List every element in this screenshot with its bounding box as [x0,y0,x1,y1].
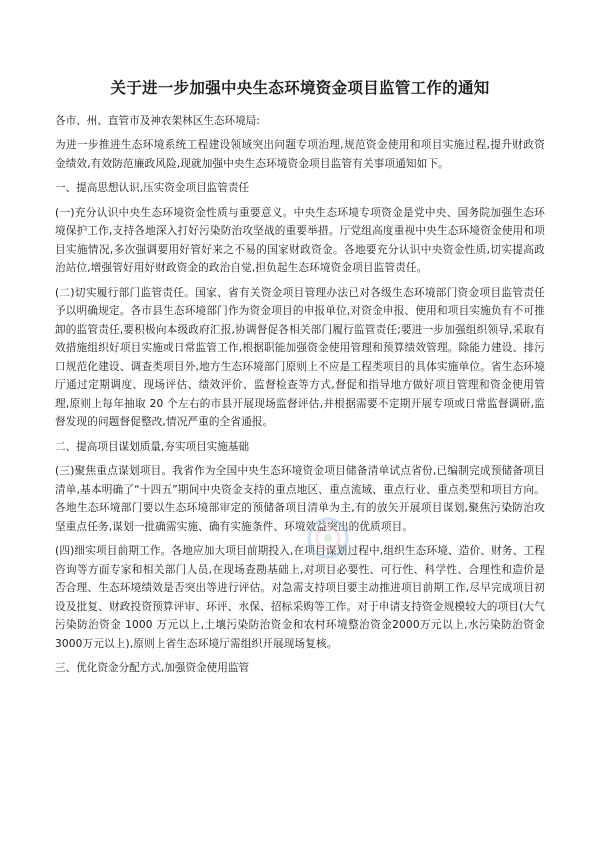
document-title: 关于进一步加强中央生态环境资金项目监管工作的通知 [110,78,490,97]
section-heading: 二、提高项目谋划质量,夯实项目实施基础 [55,440,250,453]
section-paragraph: (四)细实项目前期工作。各地应加大项目前期投入,在项目谋划过程中,组织生态环境、造价、财务、工程咨询等方面专家和相关部门人员,在现场查勘基础上,对项目必要性、可行性、科学性、合理性和造价是否合理、生态环境绩效是否突出等进行评估。对急需支持项目要主动推进项目前期工作,尽早完成项目初设及批复、财政投资预算评审、环评、水保、招标采购等工作。对于申请支持资金规模较大的项目(大气污染防治资金 1000 万元以上,土壤污染防治资金和农村环境整治资金2000万元以上,水污染防治资金3000万元以上),原则上省生态环境厅需组织开展现场复核。 [55,545,545,650]
section-1 [55,179,545,432]
section-2 [55,438,545,654]
salutation: 各市、州、直管市及神农架林区生态环境局: [55,115,260,127]
section-heading: 一、提高思想认识,压实资金项目监管责任 [55,182,250,194]
section-paragraph: (一)充分认识中央生态环境资金性质与重要意义。中央生态环境专项资金是党中央、国务院加强生态环境保护工作,支持各地深入打好污染防治攻坚战的重要举措。厅党组高度重视中央生态环境资金使用和项目实施情况,多次强调要用好管好来之不易的国家财政资金。各地要充分认识中央资金性质,切实提高政治站位,增强管好用好财政资金的政治自觉,担负起生态环境资金项目监管责任。 [55,206,545,274]
section-heading: 三、优化资金分配方式,加强资金使用监管 [55,662,250,674]
section-paragraph: (二)切实履行部门监管责任。国家、省有关资金项目管理办法已对各级生态环境部门资金项目监管责任予以明确规定。各市县生态环境部门作为资金项目的申报单位,对资金申报、使用和项目实施负有不可推卸的监管责任,要积极向本级政府汇报,协调督促各相关部门履行监管责任;要进一步加强组织领导,采取有效措施组织好项目实施或日常监管工作,根据职能加强资金使用管理和预算绩效管理。除能力建设、排污口规范化建设、调查类项目外,地方生态环境部门原则上不应是工程类项目的具体实施单位。省生态环境厅通过定期调度、现场评估、绩效评价、监督检查等方式,督促和指导地方做好项目管理和资金使用管理,原则上每年抽取 20 个左右的市县开展现场监督评估,并根据需要不定期开展专项或日常监督调研,监督发现的问题督促整改,情况严重的全省通报。 [55,286,545,428]
section-3 [55,659,545,678]
intro-paragraph: 为进一步推进生态环境系统工程建设领域突出问题专项治理,规范资金使用和项目实施过程,提升财政资金绩效,有效防范廉政风险,现就加强中央生态环境资金项目监管有关事项通知如下。 [55,139,545,170]
section-paragraph: (三)聚焦重点谋划项目。我省作为全国中央生态环境资金项目储备清单试点省份,已编制完成预储备项目清单,基本明确了“十四五”期间中央资金支持的重点地区、重点流域、重点行业、重点类型和项目方向。各地生态环境部门要以生态环境部审定的预储备项目清单为主,有的放矢开展项目谋划,聚焦污染防治攻坚重点任务,谋划一批确需实施、确有实施条件、环境效益突出的优质项目。 [55,465,545,533]
